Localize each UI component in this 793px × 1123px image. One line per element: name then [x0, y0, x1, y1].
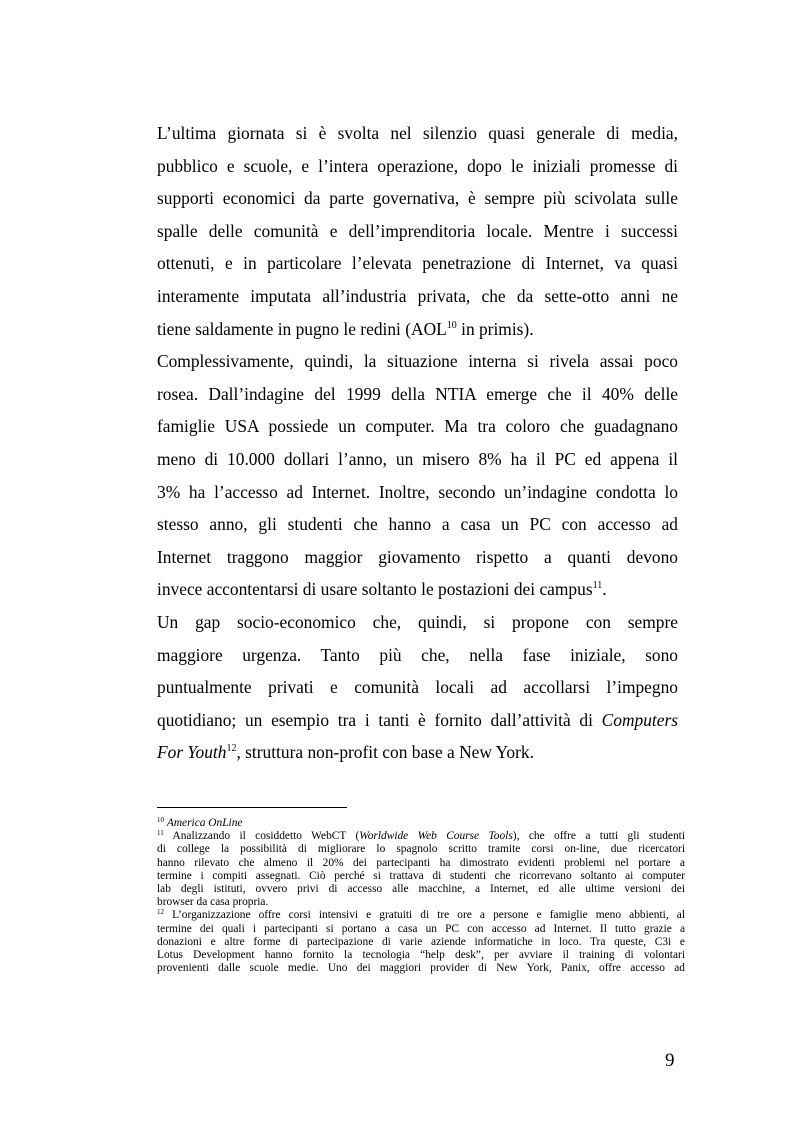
footnote-text-italic: America OnLine: [166, 817, 243, 829]
page-number: 9: [665, 1050, 675, 1071]
text-line: meno di 10.000 dollari l’anno, un misero 8% ha il PC ed appena il: [157, 448, 678, 469]
footnote-line: browser da casa propria.: [157, 896, 269, 909]
text-fragment: in primis).: [456, 318, 534, 339]
footnote-separator: [157, 807, 347, 808]
paragraph-2: [157, 345, 678, 606]
text-line: ottenuti, e in particolare l’elevata penetrazione di Internet, va quasi: [157, 253, 678, 274]
footnote-12: [157, 909, 685, 975]
footnote-line: di college la possibilità di migliorare lo spagnolo scritto tramite corsi on-line, due ricercatori: [157, 843, 685, 856]
footnote-10: [157, 817, 685, 830]
footnote-line: [157, 909, 685, 922]
text-fragment-italic: For Youth: [157, 742, 227, 763]
footnote-line: termine i compiti assegnati. Ciò perché si trattava di studenti che ricorrevano soltanto ai computer: [157, 869, 685, 882]
text-line: famiglie USA possiede un computer. Ma tra coloro che guadagnano: [157, 416, 678, 437]
footnote-number: 11: [157, 829, 164, 838]
text-fragment-italic: Computers: [601, 709, 678, 730]
footnote-line: donazioni e altre forme di partecipazione di varie aziende informatiche in loco. Tra queste, C3i e: [157, 935, 685, 948]
footnote-text: Analizzando il cosiddetto WebCT (: [163, 830, 360, 843]
footnote-line: termine dei quali i partecipanti si portano a casa un PC con accesso ad Internet. Il tutto grazie a: [157, 922, 685, 935]
text-line: puntualmente privati e comunità locali ad accollarsi l’impegno: [157, 677, 678, 698]
footnote-ref-12: 12: [226, 743, 237, 755]
footnote-number: 12: [157, 908, 164, 917]
text-line: spalle delle comunità e dell’imprenditoria locale. Mentre i successi: [157, 220, 678, 241]
text-line: supporti economici da parte governativa, è sempre più scivolata sulle: [157, 188, 678, 209]
body-text: [157, 117, 678, 769]
text-line: [157, 704, 678, 737]
text-line: L’ultima giornata si è svolta nel silenzio quasi generale di media,: [157, 123, 678, 143]
text-fragment: .: [602, 579, 607, 600]
paragraph-3: [157, 606, 678, 769]
footnote-line: hanno rilevato che almeno il 20% dei partecipanti ha dimostrato evidenti problemi nel portare a: [157, 856, 685, 869]
text-fragment: quotidiano; un esempio tra i tanti è fornito dall’attività di: [157, 709, 602, 730]
text-line: interamente imputata all’industria privata, che da sette-otto anni ne: [157, 285, 678, 306]
text-line: [157, 313, 678, 346]
text-line: Internet traggono maggior giovamento rispetto a quanti devono: [157, 546, 678, 567]
text-line: pubblico e scuole, e l’intera operazione, dopo le iniziali promesse di: [157, 155, 678, 176]
text-line: maggiore urgenza. Tanto più che, nella fase iniziale, sono: [157, 644, 678, 665]
footnote-text: L’organizzazione offre corsi intensivi e gratuiti di tre ore a persone e famiglie meno abbienti, al: [164, 909, 685, 922]
text-fragment: struttura non-profit con base a New York.: [240, 742, 534, 763]
text-line: [157, 573, 678, 606]
text-line: Un gap socio-economico che, quindi, si propone con sempre: [157, 611, 678, 632]
footnote-text: ), che offre a tutti gli studenti: [512, 830, 685, 843]
footnote-line: [157, 830, 685, 843]
footnote-ref-10: 10: [446, 319, 457, 331]
footnote-ref-11: 11: [592, 580, 603, 592]
footnote-text-italic: Worldwide Web Course Tools: [359, 830, 513, 843]
footnote-line: provenienti dalle scuole medie. Uno dei maggiori provider di New York, Panix, offre accesso ad: [157, 962, 685, 975]
footnote-line: [157, 817, 685, 830]
text-fragment-italic: ,: [236, 742, 241, 763]
text-line: rosea. Dall’indagine del 1999 della NTIA emerge che il 40% delle: [157, 383, 678, 404]
footnote-number: 10: [157, 816, 164, 824]
footnote-11: [157, 830, 685, 909]
footnotes: [157, 817, 685, 975]
footnote-line: lab degli istituti, ovvero privi di accesso alle macchine, a Internet, ed alle ultime versioni dei: [157, 883, 685, 896]
paragraph-1: [157, 117, 678, 345]
text-line: stesso anno, gli studenti che hanno a casa un PC con accesso ad: [157, 514, 678, 535]
footnote-line: Lotus Development hanno fornito la tecnologia “help desk”, per avviare il training di volontari: [157, 949, 685, 962]
text-fragment: invece accontentarsi di usare soltanto le postazioni dei campus: [157, 579, 593, 600]
text-line: 3% ha l’accesso ad Internet. Inoltre, secondo un’indagine condotta lo: [157, 481, 678, 502]
text-fragment: tiene saldamente in pugno le redini (AOL: [157, 318, 447, 339]
text-line: [157, 736, 678, 769]
text-line: Complessivamente, quindi, la situazione interna si rivela assai poco: [157, 351, 678, 372]
